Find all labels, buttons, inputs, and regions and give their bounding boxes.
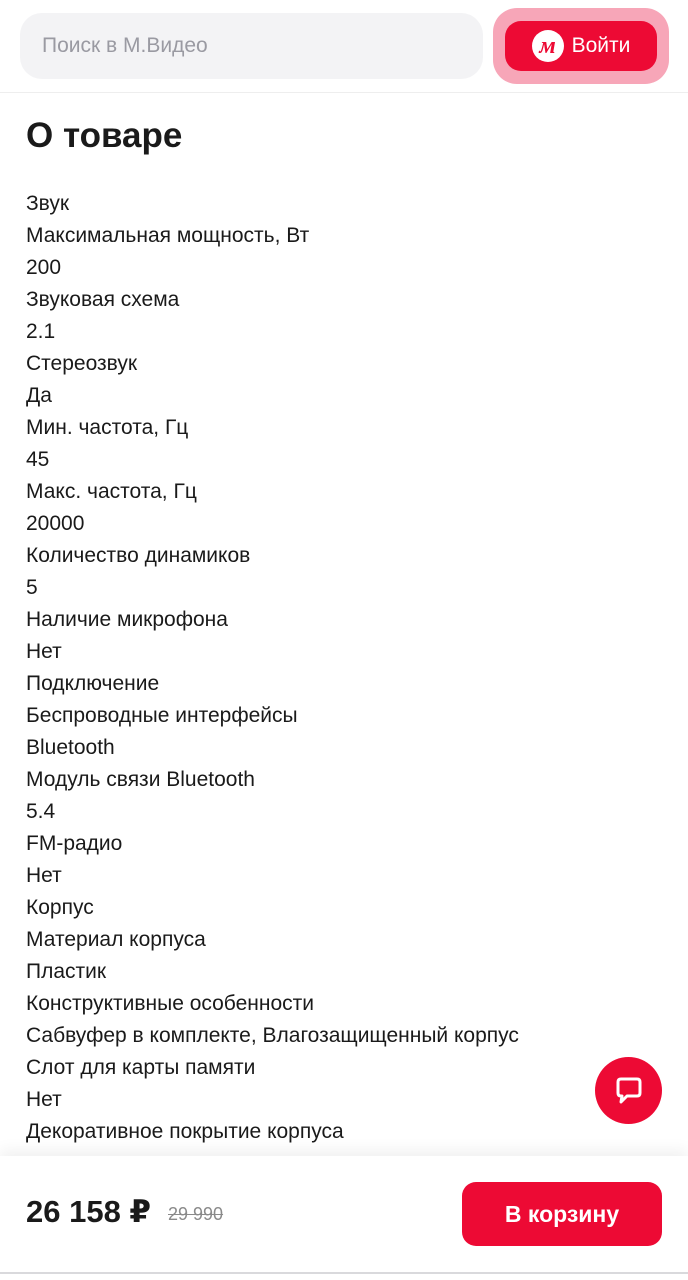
search-input[interactable] <box>20 13 483 79</box>
spec-line: Конструктивные особенности <box>26 992 314 1015</box>
old-price: 29 990 <box>168 1204 224 1224</box>
add-to-cart-button[interactable]: В корзину <box>462 1182 662 1246</box>
spec-line: Макс. частота, Гц <box>26 480 197 503</box>
spec-line: Декоративное покрытие корпуса <box>26 1120 344 1143</box>
spec-line: Нет <box>26 864 62 887</box>
login-button[interactable] <box>505 21 657 71</box>
spec-list <box>26 188 519 1148</box>
spec-line: Слот для карты памяти <box>26 1056 256 1079</box>
spec-line: Количество динамиков <box>26 544 251 567</box>
spec-line: Стереозвук <box>26 352 138 375</box>
spec-line: 2.1 <box>26 320 56 343</box>
spec-line: Подключение <box>26 672 160 695</box>
spec-line: Беспроводные интерфейсы <box>26 704 298 727</box>
header <box>0 0 688 93</box>
login-button-focus-ring <box>493 8 669 84</box>
spec-line: Сабвуфер в комплекте, Влагозащищенный корпус <box>26 1024 519 1047</box>
chat-bubble-icon <box>612 1074 646 1108</box>
mvideo-logo-icon: м <box>532 30 564 62</box>
spec-line: 20000 <box>26 512 85 535</box>
spec-line: Звуковая схема <box>26 288 180 311</box>
spec-line: Да <box>26 384 52 407</box>
bottom-bar <box>0 1156 688 1280</box>
spec-line: Мин. частота, Гц <box>26 416 189 439</box>
spec-line: 5.4 <box>26 800 56 823</box>
chat-button[interactable] <box>595 1057 662 1124</box>
spec-line: Корпус <box>26 896 94 919</box>
page-title: О товаре <box>26 116 183 155</box>
spec-line: Bluetooth <box>26 736 115 759</box>
login-button-label: Войти <box>571 34 631 57</box>
current-price: 26 158 ₽ <box>26 1194 151 1229</box>
spec-line: Материал корпуса <box>26 928 206 951</box>
spec-line: 5 <box>26 576 38 599</box>
spec-line: Нет <box>26 640 62 663</box>
bottom-divider <box>0 1272 688 1274</box>
spec-line: Максимальная мощность, Вт <box>26 224 310 247</box>
spec-line: Нет <box>26 1088 62 1111</box>
spec-line: Модуль связи Bluetooth <box>26 768 255 791</box>
spec-line: FM-радио <box>26 832 123 855</box>
spec-line: 45 <box>26 448 50 471</box>
spec-line: Наличие микрофона <box>26 608 228 631</box>
spec-line: 200 <box>26 256 62 279</box>
spec-line: Пластик <box>26 960 107 983</box>
spec-line: Звук <box>26 192 70 215</box>
